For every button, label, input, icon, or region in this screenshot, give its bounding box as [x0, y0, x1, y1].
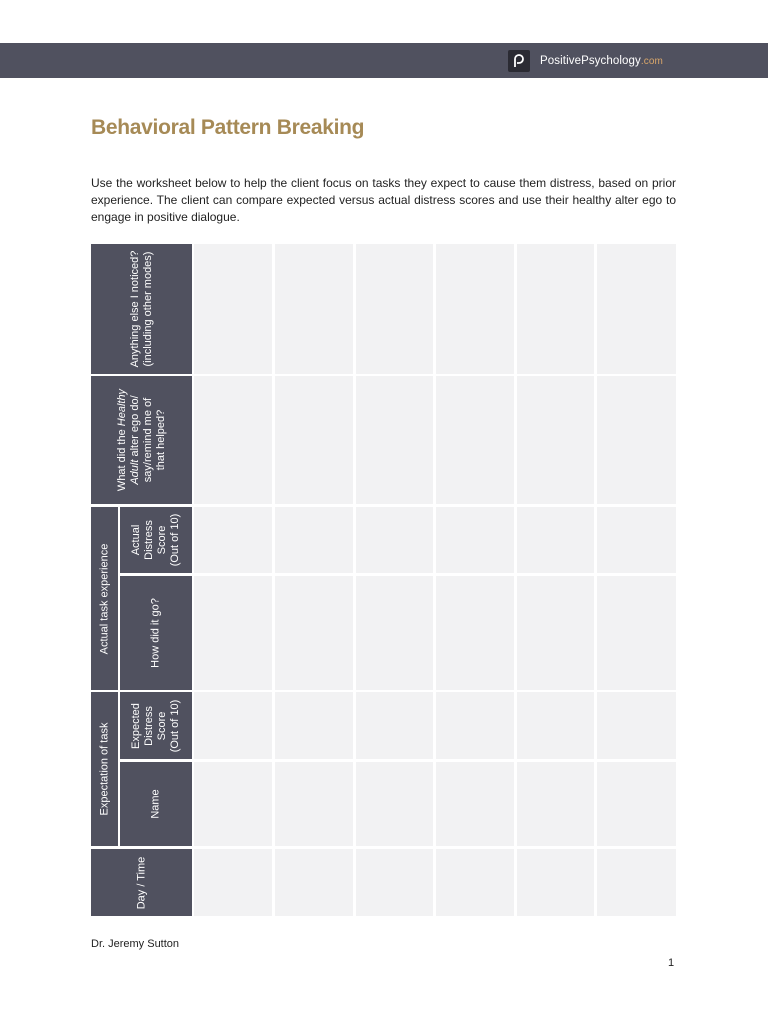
table-cell[interactable] [356, 507, 433, 573]
row-header-day-time [91, 849, 192, 916]
healthy-line2-rest: alter ego do/ [128, 395, 141, 460]
table-cell[interactable] [356, 692, 433, 759]
top-header-bar [0, 43, 768, 78]
table-cell[interactable] [517, 849, 594, 916]
name-label: Name [149, 789, 162, 819]
table-cell[interactable] [597, 692, 676, 759]
healthy-line4: that helped? [154, 409, 167, 471]
table-cell[interactable] [597, 849, 676, 916]
table-cell[interactable] [194, 507, 272, 573]
table-cell[interactable] [356, 849, 433, 916]
table-cell[interactable] [275, 762, 353, 846]
table-cell[interactable] [517, 244, 594, 374]
expected-score-line4: (Out of 10) [169, 699, 181, 752]
table-cell[interactable] [194, 762, 272, 846]
table-cell[interactable] [275, 576, 353, 690]
row-header-anything-else-line1: Anything else I noticed? [128, 250, 141, 368]
table-cell[interactable] [517, 762, 594, 846]
table-cell[interactable] [517, 376, 594, 504]
row-header-anything-else [91, 244, 192, 374]
row-header-actual-score [120, 507, 192, 573]
group-header-expectation [91, 692, 118, 846]
brand-logo[interactable] [508, 50, 663, 72]
table-cell[interactable] [436, 762, 514, 846]
table-cell[interactable] [194, 692, 272, 759]
table-cell[interactable] [194, 576, 272, 690]
table-cell[interactable] [275, 507, 353, 573]
table-cell[interactable] [597, 576, 676, 690]
table-cell[interactable] [517, 507, 594, 573]
table-cell[interactable] [275, 849, 353, 916]
table-cell[interactable] [356, 576, 433, 690]
row-header-healthy-adult [91, 376, 192, 504]
actual-score-line2: Distress [143, 520, 155, 560]
intro-paragraph: Use the worksheet below to help the client focus on tasks they expect to cause them distress, based on prior experience. The client can compare expected versus actual distress scores and use their healthy alter ego to engage in positive dialogue. [91, 176, 676, 224]
brand-name: PositivePsychology.com [540, 55, 663, 67]
table-cell[interactable] [275, 244, 353, 374]
expected-score-line1: Expected [130, 702, 142, 749]
table-cell[interactable] [517, 576, 594, 690]
expected-score-line2: Distress [143, 705, 155, 746]
table-cell[interactable] [436, 376, 514, 504]
table-cell[interactable] [194, 376, 272, 504]
table-cell[interactable] [356, 244, 433, 374]
table-cell[interactable] [194, 244, 272, 374]
group-header-actual-task-label: Actual task experience [98, 543, 110, 654]
table-cell[interactable] [436, 576, 514, 690]
footer-author: Dr. Jeremy Sutton [91, 938, 180, 950]
row-header-expected-score [120, 692, 192, 759]
group-header-actual-task [91, 507, 118, 690]
group-header-expectation-label: Expectation of task [98, 722, 110, 816]
day-time-label: Day / Time [135, 856, 147, 909]
table-cell[interactable] [194, 849, 272, 916]
table-cell[interactable] [597, 507, 676, 573]
row-header-how-did-it-go [120, 576, 192, 690]
table-cell[interactable] [356, 376, 433, 504]
table-cell[interactable] [597, 244, 676, 374]
table-cell[interactable] [275, 376, 353, 504]
row-header-anything-else-line2: (including other modes) [141, 251, 154, 367]
page-number: 1 [668, 957, 675, 969]
healthy-line1-prefix: What did the [115, 426, 128, 492]
row-header-name [120, 762, 192, 846]
p-logo-icon [508, 50, 530, 72]
actual-score-line4: (Out of 10) [169, 513, 181, 567]
expected-score-line3: Score [156, 711, 168, 740]
table-cell[interactable] [436, 849, 514, 916]
page-title: Behavioral Pattern Breaking [91, 116, 365, 139]
table-cell[interactable] [436, 244, 514, 374]
actual-score-line1: Actual [130, 524, 142, 556]
healthy-line1-emph: Healthy [115, 388, 128, 427]
table-cell[interactable] [436, 507, 514, 573]
healthy-line3: say/remind me of [141, 397, 154, 483]
healthy-line2-emph: Adult [128, 459, 141, 485]
how-did-it-go-label: How did it go? [149, 598, 162, 668]
table-cell[interactable] [517, 692, 594, 759]
table-cell[interactable] [597, 762, 676, 846]
actual-score-line3: Score [156, 525, 168, 555]
table-cell[interactable] [597, 376, 676, 504]
table-cell[interactable] [275, 692, 353, 759]
table-cell[interactable] [436, 692, 514, 759]
table-cell[interactable] [356, 762, 433, 846]
